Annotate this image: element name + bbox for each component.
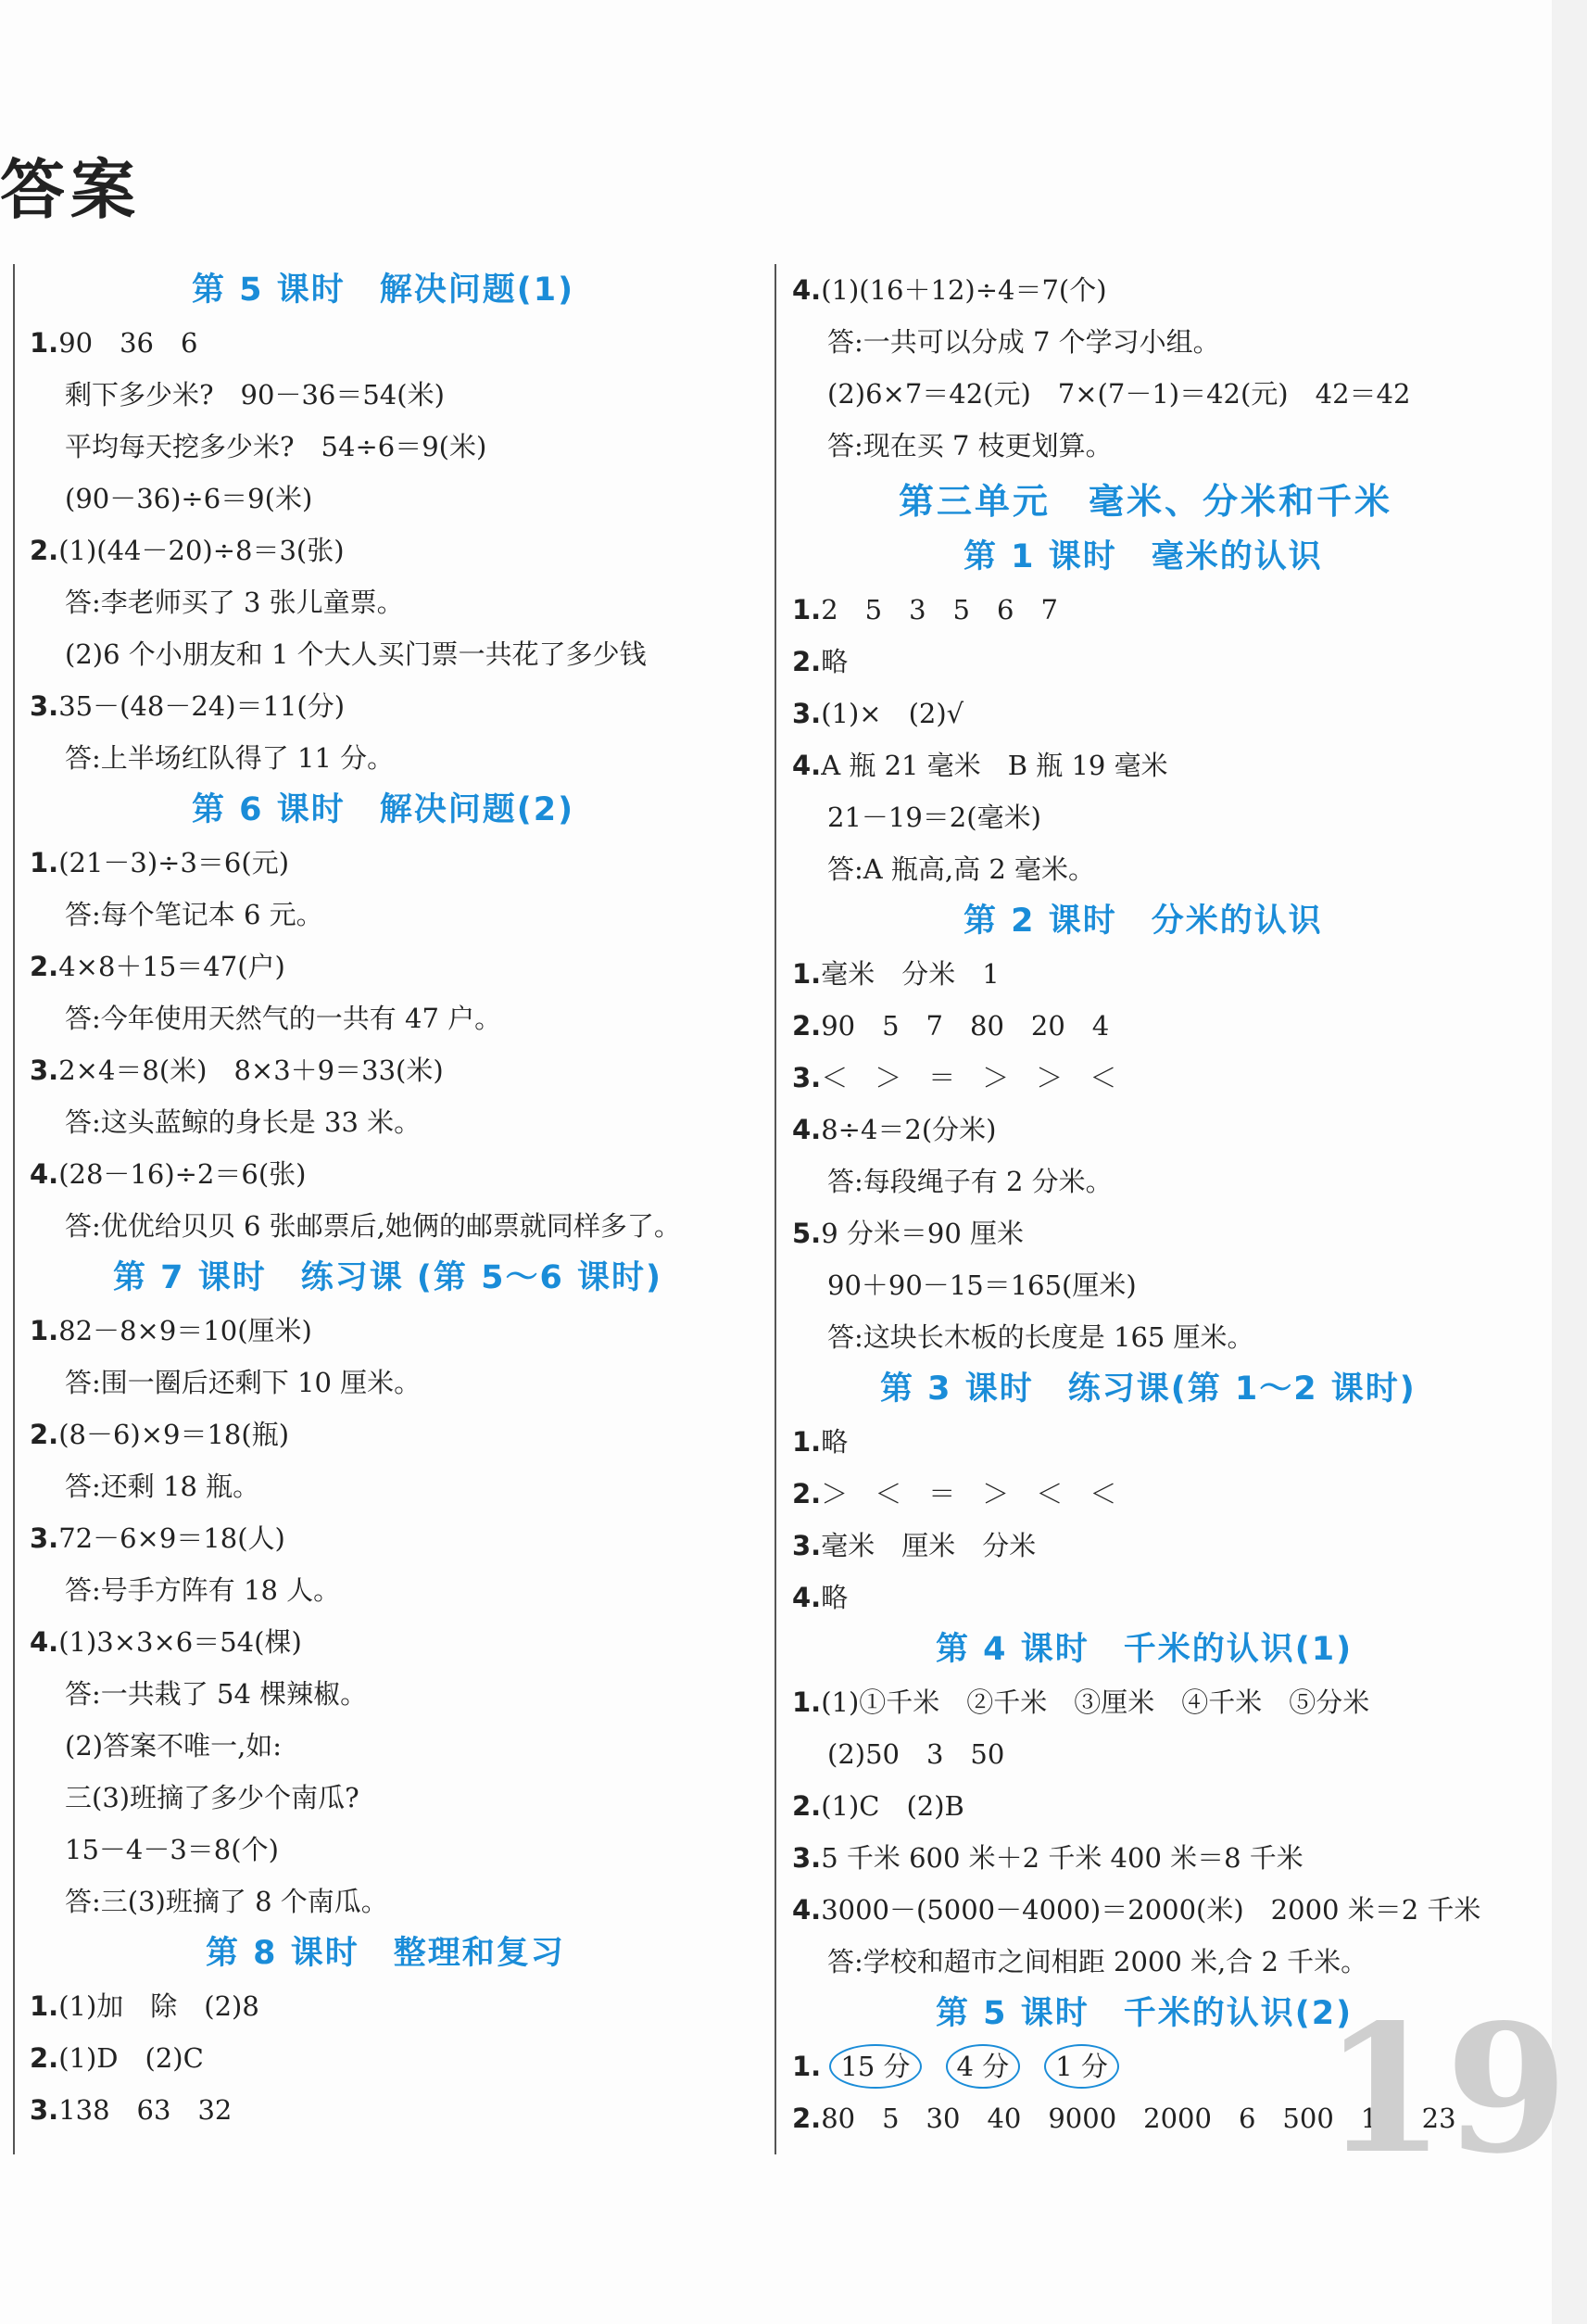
answer-line	[792, 791, 1533, 843]
right-column	[792, 264, 1533, 2144]
question-line	[792, 584, 1533, 636]
answer-text: (1)× (2)√	[821, 698, 964, 729]
answer-text: 答:今年使用天然气的一共有 47 户。	[65, 1003, 502, 1034]
question-line	[30, 2084, 771, 2136]
question-number: 2.	[792, 1790, 822, 1822]
section-heading: 第 2 课时 分米的认识	[964, 903, 1323, 940]
question-number: 1.	[792, 2051, 822, 2082]
answer-text: 138 63 32	[58, 2094, 233, 2126]
answer-text: 答:这头蓝鲸的身长是 33 米。	[65, 1106, 422, 1138]
question-number: 1.	[792, 1426, 822, 1458]
answer-line	[30, 1772, 771, 1824]
answer-text: 答:围一圈后还剩下 10 厘米。	[65, 1367, 422, 1398]
answer-line	[30, 1460, 771, 1512]
answer-text: (21－3)÷3＝6(元)	[58, 847, 290, 878]
question-number: 2.	[792, 1010, 822, 1042]
question-line	[30, 1044, 771, 1096]
circled-answer: 1 分	[1044, 2044, 1119, 2089]
answer-line	[792, 1936, 1533, 1988]
question-line	[792, 1052, 1533, 1104]
section-heading: 第 5 课时 千米的认识(2)	[936, 1995, 1354, 2032]
question-line	[792, 1207, 1533, 1259]
answer-line	[30, 1668, 771, 1720]
section-heading: 第 8 课时 整理和复习	[206, 1935, 565, 1972]
section-heading: 第 7 课时 练习课 (第 5～6 课时)	[113, 1259, 662, 1296]
question-number: 2.	[792, 646, 822, 677]
question-number: 3.	[30, 2094, 59, 2126]
column-divider	[775, 264, 776, 2154]
question-line	[792, 1832, 1533, 1884]
answer-line	[30, 473, 771, 524]
question-number: 4.	[792, 1114, 822, 1145]
question-number: 2.	[792, 2103, 822, 2134]
answer-text: (1)①千米 ②千米 ③厘米 ④千米 ⑤分米	[821, 1686, 1370, 1718]
answer-text: 毫米 厘米 分米	[821, 1530, 1037, 1561]
answer-text: (1)D (2)C	[58, 2042, 204, 2074]
answer-line	[792, 1311, 1533, 1363]
answer-text: 答:号手方阵有 18 人。	[65, 1574, 341, 1606]
question-number: 2.	[30, 1419, 59, 1450]
answer-line	[30, 1876, 771, 1927]
answer-line	[792, 368, 1533, 420]
answer-line	[30, 1564, 771, 1616]
question-number: 4.	[30, 1626, 59, 1658]
answer-text: 略	[821, 646, 849, 677]
left-margin-line	[13, 264, 15, 2154]
answer-line	[792, 420, 1533, 472]
question-number: 1.	[30, 847, 59, 878]
question-number: 4.	[792, 1582, 822, 1613]
answer-text: 8÷4＝2(分米)	[821, 1114, 997, 1145]
answer-line	[30, 1824, 771, 1876]
answer-text: 答:现在买 7 枝更划算。	[827, 430, 1113, 461]
question-line	[30, 317, 771, 369]
question-line	[30, 1148, 771, 1200]
question-line	[30, 837, 771, 889]
section-heading: 第 4 课时 千米的认识(1)	[936, 1631, 1354, 1668]
question-line	[792, 1416, 1533, 1468]
question-line	[792, 1780, 1533, 1832]
answer-text: (90－36)÷6＝9(米)	[65, 483, 313, 514]
question-line	[30, 1408, 771, 1460]
answer-line	[792, 1728, 1533, 1780]
answer-line	[30, 1200, 771, 1252]
answer-text: 35－(48－24)＝11(分)	[58, 690, 346, 722]
question-line	[30, 941, 771, 992]
answer-line	[30, 1357, 771, 1408]
answer-line	[30, 1096, 771, 1148]
question-line	[30, 2032, 771, 2084]
answer-text: 15－4－3＝8(个)	[65, 1834, 279, 1865]
answer-text: 82－8×9＝10(厘米)	[58, 1315, 312, 1346]
question-number: 2.	[30, 951, 59, 982]
answer-text: 答:A 瓶高,高 2 毫米。	[827, 853, 1096, 885]
page-title: 答案	[0, 151, 141, 228]
page-number: 19	[1323, 1986, 1568, 2192]
answer-text: (1)(16＋12)÷4＝7(个)	[821, 274, 1107, 306]
answer-text: 90 36 6	[58, 327, 198, 359]
answer-line	[30, 421, 771, 473]
answer-text: 答:每段绳子有 2 分米。	[827, 1166, 1113, 1197]
question-number: 2.	[30, 535, 59, 566]
question-number: 2.	[30, 2042, 59, 2074]
answer-text: 答:一共可以分成 7 个学习小组。	[827, 326, 1220, 358]
question-number: 1.	[792, 594, 822, 625]
question-number: 4.	[792, 750, 822, 781]
answer-text: (2)6 个小朋友和 1 个大人买门票一共花了多少钱	[65, 638, 647, 670]
answer-text: 2×4＝8(米) 8×3＋9＝33(米)	[58, 1055, 444, 1086]
question-number: 4.	[792, 274, 822, 306]
question-number: 2.	[792, 1478, 822, 1509]
question-line	[30, 1512, 771, 1564]
answer-line	[792, 843, 1533, 895]
answer-line	[30, 732, 771, 784]
question-number: 3.	[792, 1842, 822, 1874]
answer-text: 略	[821, 1582, 849, 1613]
question-number: 3.	[792, 698, 822, 729]
question-line	[30, 680, 771, 732]
answer-text: 3000－(5000－4000)＝2000(米) 2000 米＝2 千米	[821, 1894, 1481, 1926]
answer-text: ＜ ＞ ＝ ＞ ＞ ＜	[821, 1062, 1117, 1093]
question-line	[792, 688, 1533, 739]
answer-text: 答:学校和超市之间相距 2000 米,合 2 千米。	[827, 1946, 1368, 1977]
answer-text: 答:这块长木板的长度是 165 厘米。	[827, 1321, 1254, 1353]
answer-text: 答:每个笔记本 6 元。	[65, 899, 323, 930]
question-line	[792, 1000, 1533, 1052]
answer-text: (1)加 除 (2)8	[58, 1990, 259, 2022]
question-line	[792, 636, 1533, 688]
answer-line	[792, 1156, 1533, 1207]
section-heading: 第 6 课时 解决问题(2)	[192, 791, 575, 828]
question-line	[792, 1676, 1533, 1728]
answer-text: (2)50 3 50	[827, 1738, 1005, 1770]
answer-text: (2)答案不唯一,如:	[65, 1730, 283, 1762]
answer-text: (8－6)×9＝18(瓶)	[58, 1419, 290, 1450]
question-line	[792, 1104, 1533, 1156]
question-number: 1.	[792, 1686, 822, 1718]
answer-line	[30, 889, 771, 941]
question-line	[792, 948, 1533, 1000]
question-number: 3.	[30, 690, 59, 722]
answer-text: 剩下多少米? 90－36＝54(米)	[65, 379, 445, 410]
answer-line	[30, 576, 771, 628]
answer-text: (1)3×3×6＝54(棵)	[58, 1626, 302, 1658]
question-number: 1.	[30, 1315, 59, 1346]
page-edge-shade	[1552, 0, 1587, 2324]
answer-text: 毫米 分米 1	[821, 958, 1000, 990]
answer-text: 答:还剩 18 瓶。	[65, 1471, 260, 1502]
unit-heading: 第三单元 毫米、分米和千米	[899, 481, 1393, 522]
question-number: 3.	[30, 1055, 59, 1086]
answer-text: 80 5 30 40 9000 2000 6 500 10 23	[821, 2103, 1456, 2134]
circled-answer: 4 分	[946, 2044, 1021, 2089]
answer-line	[792, 316, 1533, 368]
answer-text: 答:一共栽了 54 棵辣椒。	[65, 1678, 368, 1710]
answer-line	[30, 992, 771, 1044]
answer-text: 72－6×9＝18(人)	[58, 1522, 285, 1554]
question-line	[792, 1468, 1533, 1520]
answer-text: 答:优优给贝贝 6 张邮票后,她俩的邮票就同样多了。	[65, 1210, 681, 1242]
answer-text: 平均每天挖多少米? 54÷6＝9(米)	[65, 431, 487, 462]
question-number: 1.	[30, 327, 59, 359]
answer-text: A 瓶 21 毫米 B 瓶 19 毫米	[821, 750, 1168, 781]
question-line	[792, 1572, 1533, 1623]
section-heading: 第 1 课时 毫米的认识	[964, 538, 1323, 575]
answer-text: ＞ ＜ ＝ ＞ ＜ ＜	[821, 1478, 1117, 1509]
answer-text: 答:上半场红队得了 11 分。	[65, 742, 395, 774]
question-line	[792, 264, 1533, 316]
question-line	[30, 1305, 771, 1357]
answer-line	[792, 1259, 1533, 1311]
answer-text: 90 5 7 80 20 4	[821, 1010, 1110, 1042]
question-number: 1.	[792, 958, 822, 990]
answer-line	[30, 1720, 771, 1772]
answer-text: 三(3)班摘了多少个南瓜?	[65, 1782, 359, 1813]
answer-text: 2 5 3 5 6 7	[821, 594, 1058, 625]
answer-text: (1)(44－20)÷8＝3(张)	[58, 535, 345, 566]
question-line	[30, 1616, 771, 1668]
answer-text: 5 千米 600 米＋2 千米 400 米＝8 千米	[821, 1842, 1304, 1874]
question-number: 4.	[792, 1894, 822, 1926]
question-line	[792, 1520, 1533, 1572]
answer-text: 90＋90－15＝165(厘米)	[827, 1269, 1137, 1301]
question-line	[30, 524, 771, 576]
answer-text: (1)C (2)B	[821, 1790, 964, 1822]
question-number: 4.	[30, 1158, 59, 1190]
answer-text: (2)6×7＝42(元) 7×(7－1)＝42(元) 42＝42	[827, 378, 1411, 410]
question-number: 3.	[792, 1062, 822, 1093]
question-number: 1.	[30, 1990, 59, 2022]
answer-text: 9 分米＝90 厘米	[821, 1218, 1024, 1249]
answer-text: 21－19＝2(毫米)	[827, 802, 1041, 833]
question-number: 3.	[792, 1530, 822, 1561]
section-heading: 第 3 课时 练习课(第 1～2 课时)	[880, 1370, 1417, 1408]
answer-text: 答:李老师买了 3 张儿童票。	[65, 587, 404, 618]
question-number: 3.	[30, 1522, 59, 1554]
question-line	[792, 1884, 1533, 1936]
answer-line	[30, 628, 771, 680]
circled-answer: 15 分	[829, 2044, 921, 2089]
answer-line	[30, 369, 771, 421]
answer-text: 略	[821, 1426, 849, 1458]
answer-text: 4×8＋15＝47(户)	[58, 951, 285, 982]
left-column	[30, 264, 771, 2136]
question-number: 5.	[792, 1218, 822, 1249]
question-line	[792, 739, 1533, 791]
answer-text: (28－16)÷2＝6(张)	[58, 1158, 307, 1190]
section-heading: 第 5 课时 解决问题(1)	[192, 272, 575, 309]
answer-text: 答:三(3)班摘了 8 个南瓜。	[65, 1886, 388, 1917]
question-line	[30, 1980, 771, 2032]
